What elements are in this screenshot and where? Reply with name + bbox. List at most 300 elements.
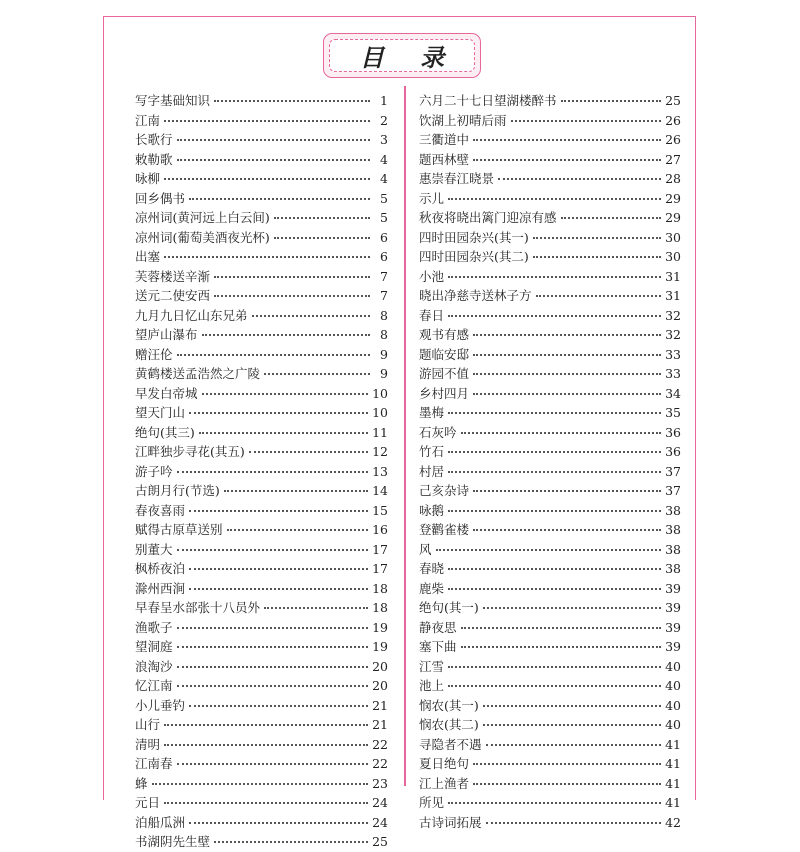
toc-entry-title: 游子吟 (135, 463, 173, 479)
toc-entry-page: 6 (380, 249, 388, 264)
toc-leader-dots (461, 627, 662, 629)
toc-entry-page: 40 (665, 697, 681, 713)
toc-entry[interactable] (135, 637, 388, 657)
toc-entry-title: 己亥杂诗 (419, 483, 470, 498)
toc-leader-dots (483, 724, 661, 726)
toc-entry-page: 37 (665, 483, 681, 498)
toc-entry[interactable] (419, 286, 681, 306)
toc-entry-title: 忆江南 (135, 678, 173, 693)
toc-entry[interactable] (135, 228, 388, 248)
toc-leader-dots (473, 373, 661, 375)
toc-entry-page: 6 (380, 229, 388, 245)
toc-entry-title: 晓出净慈寺送林子方 (419, 288, 532, 303)
toc-entry-page: 21 (372, 717, 388, 732)
toc-entry[interactable] (419, 403, 681, 423)
toc-entry-page: 41 (665, 736, 681, 752)
toc-entry-title: 早发白帝城 (135, 385, 198, 401)
toc-entry-title: 望庐山瀑布 (135, 327, 198, 342)
toc-entry-title: 别董大 (135, 541, 173, 557)
toc-entry-title: 清明 (135, 736, 161, 752)
toc-entry-title: 泊船瓜洲 (135, 814, 186, 830)
toc-entry-page: 19 (372, 639, 388, 654)
toc-entry-page: 7 (380, 268, 388, 284)
toc-entry[interactable] (135, 462, 388, 482)
toc-leader-dots (227, 529, 369, 531)
toc-entry-title: 登鹳雀楼 (419, 522, 470, 537)
toc-entry[interactable] (419, 774, 681, 794)
toc-entry[interactable] (135, 793, 388, 813)
toc-leader-dots (561, 217, 662, 219)
toc-entry[interactable] (135, 813, 388, 833)
toc-entry-page: 5 (380, 210, 388, 225)
toc-entry[interactable] (419, 735, 681, 755)
toc-entry[interactable] (419, 813, 681, 833)
toc-leader-dots (473, 354, 661, 356)
toc-entry-title: 山行 (135, 717, 161, 732)
toc-entry[interactable] (135, 306, 388, 326)
toc-entry-page: 27 (665, 151, 681, 167)
toc-entry-title: 静夜思 (419, 619, 457, 635)
toc-leader-dots (199, 432, 368, 434)
toc-entry[interactable] (419, 91, 681, 111)
toc-entry[interactable] (135, 696, 388, 716)
toc-entry-page: 35 (665, 405, 681, 420)
toc-entry-title: 示儿 (419, 190, 445, 206)
toc-entry-page: 2 (380, 112, 388, 128)
toc-entry-page: 38 (665, 522, 681, 537)
toc-leader-dots (473, 529, 661, 531)
toc-leader-dots (448, 471, 661, 473)
toc-entry[interactable] (419, 423, 681, 443)
toc-entry-title: 寻隐者不遇 (419, 736, 482, 752)
toc-leader-dots (461, 432, 662, 434)
toc-entry-page: 14 (372, 483, 388, 498)
toc-entry[interactable] (135, 657, 388, 677)
toc-leader-dots (164, 256, 370, 258)
toc-leader-dots (224, 490, 368, 492)
toc-entry-title: 江畔独步寻花(其五) (135, 444, 245, 459)
toc-entry[interactable] (419, 325, 681, 345)
toc-leader-dots (274, 217, 370, 219)
toc-leader-dots (164, 744, 368, 746)
toc-entry[interactable] (135, 618, 388, 638)
toc-entry[interactable] (419, 520, 681, 540)
toc-entry-page: 17 (372, 561, 388, 576)
toc-leader-dots (189, 510, 368, 512)
toc-entry-page: 20 (372, 658, 388, 674)
toc-leader-dots (189, 705, 368, 707)
toc-leader-dots (249, 451, 368, 453)
toc-entry-title: 黄鹤楼送孟浩然之广陵 (135, 366, 261, 381)
toc-leader-dots (533, 256, 661, 258)
toc-entry-title: 池上 (419, 678, 445, 693)
toc-entry[interactable] (135, 91, 388, 111)
toc-entry-title: 江上渔者 (419, 775, 470, 791)
toc-entry[interactable] (419, 540, 681, 560)
toc-entry-title: 春日 (419, 307, 445, 323)
toc-entry-title: 绝句(其三) (135, 424, 195, 440)
toc-leader-dots (473, 783, 661, 785)
toc-entry-page: 42 (665, 814, 681, 830)
toc-entry-title: 咏鹅 (419, 502, 445, 518)
toc-entry-title: 夏日绝句 (419, 756, 470, 771)
toc-entry[interactable] (419, 247, 681, 267)
toc-leader-dots (214, 841, 368, 843)
toc-entry[interactable] (419, 559, 681, 579)
toc-entry-page: 3 (380, 132, 388, 147)
toc-leader-dots (561, 100, 662, 102)
toc-leader-dots (483, 607, 661, 609)
column-divider (404, 86, 406, 786)
toc-entry[interactable] (135, 481, 388, 501)
toc-leader-dots (189, 198, 370, 200)
toc-leader-dots (189, 412, 368, 414)
toc-entry-page: 24 (372, 814, 388, 830)
toc-entry[interactable] (135, 150, 388, 170)
toc-leader-dots (264, 607, 368, 609)
toc-leader-dots (473, 334, 661, 336)
toc-entry-title: 鹿柴 (419, 580, 445, 596)
toc-entry-page: 39 (665, 600, 681, 615)
toc-entry-page: 25 (665, 93, 681, 108)
toc-entry-title: 送元二使安西 (135, 288, 211, 303)
toc-entry-title: 四时田园杂兴(其一) (419, 229, 529, 245)
toc-entry-page: 40 (665, 717, 681, 732)
toc-right-column (419, 91, 681, 832)
toc-entry-title: 观书有感 (419, 327, 470, 342)
toc-entry-title: 村居 (419, 463, 445, 479)
toc-entry[interactable] (419, 189, 681, 209)
toc-entry[interactable] (135, 169, 388, 189)
toc-entry-page: 39 (665, 639, 681, 654)
toc-entry-title: 小儿垂钓 (135, 697, 186, 713)
toc-entry-title: 蜂 (135, 775, 148, 791)
toc-entry-page: 29 (665, 190, 681, 206)
toc-entry-page: 41 (665, 795, 681, 810)
toc-leader-dots (177, 685, 369, 687)
toc-entry-title: 写字基础知识 (135, 93, 211, 108)
toc-leader-dots (498, 178, 661, 180)
toc-leader-dots (473, 159, 661, 161)
page-title: 目 录 (359, 44, 459, 72)
toc-entry-page: 32 (665, 307, 681, 323)
toc-entry-page: 26 (665, 132, 681, 147)
toc-entry-page: 25 (372, 834, 388, 849)
toc-entry-title: 饮湖上初晴后雨 (419, 112, 507, 128)
toc-leader-dots (177, 666, 369, 668)
toc-entry[interactable] (135, 423, 388, 443)
toc-entry[interactable] (135, 832, 388, 852)
toc-entry-page: 18 (372, 580, 388, 596)
toc-entry-page: 20 (372, 678, 388, 693)
toc-leader-dots (448, 315, 661, 317)
toc-entry-title: 凉州词(黄河远上白云间) (135, 210, 270, 225)
toc-entry-title: 书湖阴先生壁 (135, 834, 211, 849)
toc-entry-page: 39 (665, 619, 681, 635)
toc-entry-page: 41 (665, 775, 681, 791)
toc-entry[interactable] (135, 247, 388, 267)
toc-entry-page: 34 (665, 385, 681, 401)
toc-left-column (135, 91, 388, 852)
toc-leader-dots (473, 763, 661, 765)
toc-leader-dots (164, 178, 370, 180)
toc-entry[interactable] (135, 403, 388, 423)
toc-entry-page: 38 (665, 561, 681, 576)
toc-entry-page: 38 (665, 541, 681, 557)
toc-entry-page: 23 (372, 775, 388, 791)
toc-leader-dots (177, 646, 369, 648)
toc-leader-dots (536, 295, 662, 297)
toc-leader-dots (202, 334, 370, 336)
toc-entry[interactable] (419, 442, 681, 462)
toc-entry[interactable] (419, 657, 681, 677)
toc-leader-dots (533, 237, 661, 239)
toc-entry-page: 9 (380, 346, 388, 362)
toc-leader-dots (448, 198, 661, 200)
toc-leader-dots (486, 822, 662, 824)
toc-entry-title: 枫桥夜泊 (135, 561, 186, 576)
toc-leader-dots (486, 744, 662, 746)
toc-entry[interactable] (419, 169, 681, 189)
toc-entry[interactable] (135, 715, 388, 735)
toc-entry[interactable] (135, 364, 388, 384)
toc-entry[interactable] (135, 111, 388, 131)
toc-leader-dots (448, 412, 661, 414)
toc-entry-page: 36 (665, 424, 681, 440)
title-inner-border (329, 39, 475, 72)
toc-entry-page: 9 (380, 366, 388, 381)
toc-entry-title: 回乡偶书 (135, 190, 186, 206)
toc-entry-page: 15 (372, 502, 388, 518)
toc-entry[interactable] (135, 130, 388, 150)
toc-entry[interactable] (419, 345, 681, 365)
toc-entry-page: 41 (665, 756, 681, 771)
toc-entry-page: 30 (665, 249, 681, 264)
toc-leader-dots (461, 646, 662, 648)
toc-leader-dots (177, 471, 369, 473)
toc-entry-title: 滁州西涧 (135, 580, 186, 596)
toc-entry[interactable] (135, 754, 388, 774)
toc-entry-title: 所见 (419, 795, 445, 810)
toc-entry[interactable] (419, 364, 681, 384)
toc-entry[interactable] (135, 598, 388, 618)
toc-entry-title: 江南 (135, 112, 161, 128)
toc-entry-page: 31 (665, 268, 681, 284)
toc-entry[interactable] (135, 267, 388, 287)
toc-entry-title: 竹石 (419, 444, 445, 459)
toc-entry-page: 36 (665, 444, 681, 459)
toc-leader-dots (214, 295, 370, 297)
toc-leader-dots (448, 510, 661, 512)
toc-entry-title: 望天门山 (135, 405, 186, 420)
toc-entry-title: 赋得古原草送别 (135, 522, 223, 537)
toc-entry-title: 三衢道中 (419, 132, 470, 147)
toc-entry-title: 出塞 (135, 249, 161, 264)
toc-entry-page: 19 (372, 619, 388, 635)
toc-entry[interactable] (419, 228, 681, 248)
toc-entry[interactable] (135, 559, 388, 579)
toc-entry[interactable] (135, 286, 388, 306)
toc-entry-page: 31 (665, 288, 681, 303)
toc-entry-title: 长歌行 (135, 132, 173, 147)
toc-entry-title: 咏柳 (135, 171, 161, 186)
toc-entry-title: 悯农(其一) (419, 697, 479, 713)
toc-entry-title: 塞下曲 (419, 639, 457, 654)
toc-entry-page: 33 (665, 346, 681, 362)
toc-leader-dots (189, 568, 368, 570)
toc-leader-dots (164, 724, 368, 726)
title-box (323, 33, 481, 78)
toc-entry-page: 22 (372, 756, 388, 771)
toc-entry-page: 4 (380, 151, 388, 167)
toc-leader-dots (177, 354, 370, 356)
toc-leader-dots (164, 120, 370, 122)
toc-entry[interactable] (419, 676, 681, 696)
toc-entry-title: 春晓 (419, 561, 445, 576)
toc-leader-dots (177, 763, 369, 765)
toc-leader-dots (274, 237, 370, 239)
toc-entry-title: 惠崇春江晓景 (419, 171, 495, 186)
toc-entry[interactable] (135, 384, 388, 404)
toc-entry[interactable] (419, 618, 681, 638)
toc-entry-title: 江雪 (419, 658, 445, 674)
toc-entry[interactable] (135, 520, 388, 540)
toc-entry[interactable] (419, 462, 681, 482)
toc-entry-page: 11 (372, 424, 388, 440)
toc-entry[interactable] (419, 579, 681, 599)
toc-entry-page: 10 (372, 405, 388, 420)
toc-entry-page: 10 (372, 385, 388, 401)
toc-entry[interactable] (135, 735, 388, 755)
toc-leader-dots (483, 705, 661, 707)
toc-entry-page: 4 (380, 171, 388, 186)
toc-entry[interactable] (135, 579, 388, 599)
toc-leader-dots (473, 139, 661, 141)
toc-entry[interactable] (419, 208, 681, 228)
toc-entry[interactable] (419, 481, 681, 501)
toc-entry[interactable] (135, 676, 388, 696)
toc-entry-title: 题西林壁 (419, 151, 470, 167)
toc-leader-dots (177, 549, 369, 551)
toc-entry-page: 18 (372, 600, 388, 615)
toc-entry-title: 芙蓉楼送辛渐 (135, 268, 211, 284)
toc-entry-page: 16 (372, 522, 388, 537)
toc-entry-title: 九月九日忆山东兄弟 (135, 307, 248, 323)
toc-entry-title: 乡村四月 (419, 385, 470, 401)
toc-entry[interactable] (135, 325, 388, 345)
toc-entry-page: 8 (380, 307, 388, 323)
toc-entry-page: 30 (665, 229, 681, 245)
toc-entry-page: 1 (380, 93, 388, 108)
toc-entry-title: 墨梅 (419, 405, 445, 420)
toc-entry-page: 24 (372, 795, 388, 810)
toc-leader-dots (473, 393, 661, 395)
toc-entry-page: 29 (665, 210, 681, 225)
toc-entry[interactable] (419, 267, 681, 287)
toc-entry[interactable] (419, 306, 681, 326)
toc-entry[interactable] (419, 598, 681, 618)
toc-entry[interactable] (419, 793, 681, 813)
toc-entry-title: 古朗月行(节选) (135, 483, 220, 498)
toc-entry-title: 赠汪伦 (135, 346, 173, 362)
toc-entry-page: 26 (665, 112, 681, 128)
toc-entry-title: 绝句(其一) (419, 600, 479, 615)
toc-entry-page: 37 (665, 463, 681, 479)
toc-leader-dots (152, 783, 369, 785)
toc-leader-dots (448, 568, 661, 570)
toc-entry-page: 38 (665, 502, 681, 518)
toc-entry[interactable] (135, 345, 388, 365)
toc-leader-dots (448, 451, 661, 453)
toc-leader-dots (473, 490, 661, 492)
toc-entry-page: 17 (372, 541, 388, 557)
toc-leader-dots (177, 627, 369, 629)
toc-leader-dots (214, 276, 370, 278)
toc-entry-page: 33 (665, 366, 681, 381)
toc-entry-title: 古诗词拓展 (419, 814, 482, 830)
toc-entry-title: 小池 (419, 268, 445, 284)
toc-entry-title: 望洞庭 (135, 639, 173, 654)
toc-entry[interactable] (419, 130, 681, 150)
toc-entry-page: 40 (665, 658, 681, 674)
toc-entry-title: 六月二十七日望湖楼醉书 (419, 93, 557, 108)
toc-entry[interactable] (419, 754, 681, 774)
toc-leader-dots (448, 802, 661, 804)
toc-entry[interactable] (419, 637, 681, 657)
toc-entry-page: 28 (665, 171, 681, 186)
toc-entry-title: 早春呈水部张十八员外 (135, 600, 261, 615)
toc-leader-dots (177, 159, 370, 161)
toc-leader-dots (189, 822, 368, 824)
toc-entry-page: 21 (372, 697, 388, 713)
toc-leader-dots (436, 549, 662, 551)
toc-entry-page: 22 (372, 736, 388, 752)
toc-entry-page: 40 (665, 678, 681, 693)
toc-entry-page: 5 (380, 190, 388, 206)
toc-leader-dots (189, 588, 368, 590)
toc-entry[interactable] (135, 774, 388, 794)
toc-leader-dots (164, 802, 368, 804)
toc-entry[interactable] (419, 111, 681, 131)
toc-entry[interactable] (135, 442, 388, 462)
toc-leader-dots (448, 666, 661, 668)
toc-entry-title: 秋夜将晓出篱门迎凉有感 (419, 210, 557, 225)
toc-entry[interactable] (419, 384, 681, 404)
toc-entry-title: 悯农(其二) (419, 717, 479, 732)
toc-entry-title: 四时田园杂兴(其二) (419, 249, 529, 264)
toc-entry-title: 江南春 (135, 756, 173, 771)
toc-entry[interactable] (135, 540, 388, 560)
toc-entry-title: 凉州词(葡萄美酒夜光杯) (135, 229, 270, 245)
toc-entry[interactable] (135, 501, 388, 521)
toc-leader-dots (202, 393, 369, 395)
toc-entry[interactable] (135, 189, 388, 209)
toc-entry-page: 32 (665, 327, 681, 342)
toc-entry[interactable] (419, 715, 681, 735)
toc-leader-dots (448, 276, 661, 278)
toc-entry-title: 石灰吟 (419, 424, 457, 440)
toc-entry-page: 12 (372, 444, 388, 459)
toc-entry-title: 题临安邸 (419, 346, 470, 362)
toc-entry[interactable] (419, 696, 681, 716)
toc-entry-title: 渔歌子 (135, 619, 173, 635)
toc-entry[interactable] (419, 150, 681, 170)
toc-entry-page: 13 (372, 463, 388, 479)
toc-entry-title: 风 (419, 541, 432, 557)
toc-entry-page: 8 (380, 327, 388, 342)
toc-entry[interactable] (135, 208, 388, 228)
toc-entry[interactable] (419, 501, 681, 521)
